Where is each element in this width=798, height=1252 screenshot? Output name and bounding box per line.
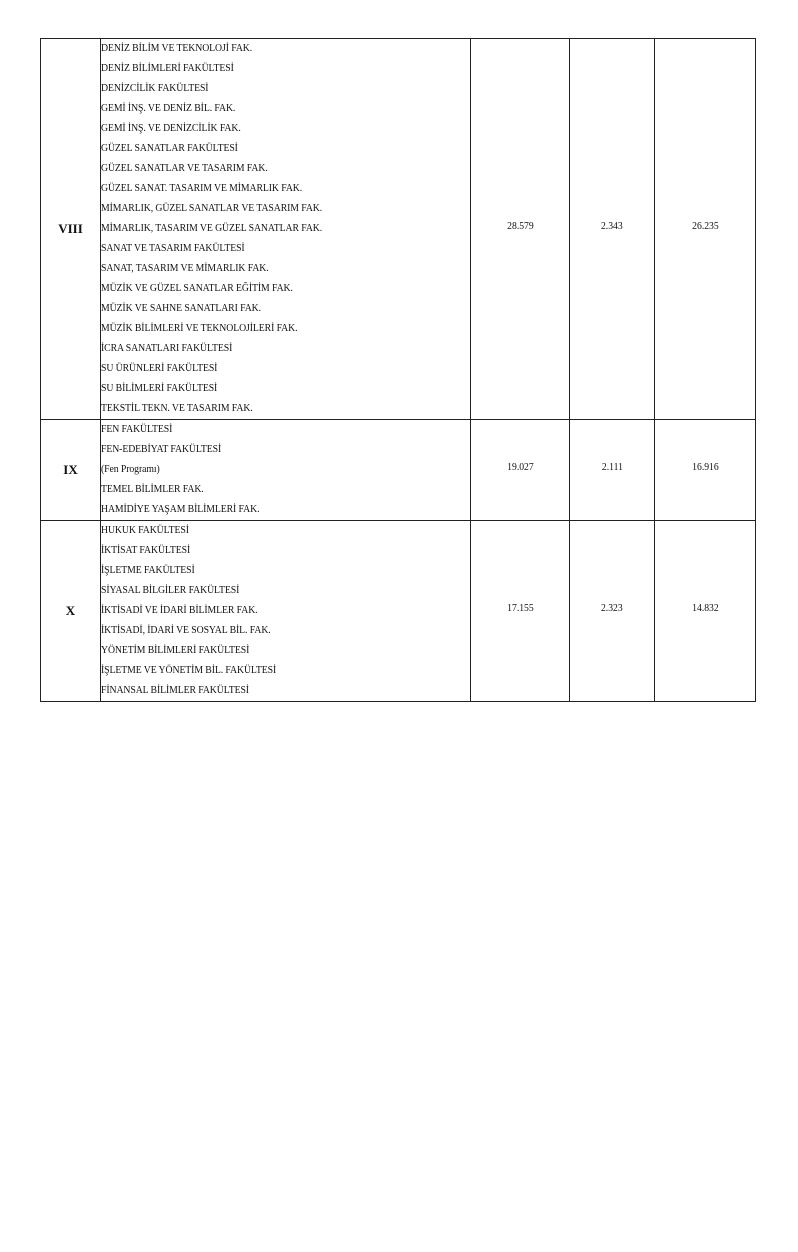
faculty-name: GEMİ İNŞ. VE DENİZ BİL. FAK. — [101, 103, 236, 114]
faculty-name: MİMARLIK, GÜZEL SANATLAR VE TASARIM FAK. — [101, 203, 323, 214]
faculty-name: TEKSTİL TEKN. VE TASARIM FAK. — [101, 403, 253, 414]
faculty-name: DENİZCİLİK FAKÜLTESİ — [101, 83, 209, 94]
faculty-name: MÜZİK VE GÜZEL SANATLAR EĞİTİM FAK. — [101, 283, 293, 294]
faculty-name: SU BİLİMLERİ FAKÜLTESİ — [101, 383, 218, 394]
faculty-name: SİYASAL BİLGİLER FAKÜLTESİ — [101, 585, 240, 596]
faculty-name: İKTİSADİ VE İDARİ BİLİMLER FAK. — [101, 605, 258, 616]
numeric-value: 14.832 — [691, 602, 719, 614]
faculty-list-cell — [101, 39, 471, 420]
group-number-cell: X — [41, 521, 101, 702]
table-row — [41, 39, 756, 420]
faculty-quota-table — [40, 38, 756, 702]
faculty-name: SANAT, TASARIM VE MİMARLIK FAK. — [101, 263, 269, 274]
group-number-cell: VIII — [41, 39, 101, 420]
numeric-value: 16.916 — [691, 461, 719, 473]
faculty-name: İŞLETME VE YÖNETİM BİL. FAKÜLTESİ — [101, 665, 277, 676]
faculty-name: GÜZEL SANAT. TASARIM VE MİMARLIK FAK. — [101, 183, 303, 194]
numeric-value: 19.027 — [506, 461, 534, 473]
faculty-name: FEN-EDEBİYAT FAKÜLTESİ — [101, 444, 222, 455]
faculty-name: SANAT VE TASARIM FAKÜLTESİ — [101, 243, 245, 254]
value-cell-3 — [655, 521, 756, 702]
faculty-name: MİMARLIK, TASARIM VE GÜZEL SANATLAR FAK. — [101, 223, 323, 234]
value-cell-1 — [471, 39, 570, 420]
faculty-name: GÜZEL SANATLAR FAKÜLTESİ — [101, 143, 238, 154]
value-cell-3 — [655, 420, 756, 521]
value-cell-1 — [471, 521, 570, 702]
numeric-value: 26.235 — [691, 220, 719, 232]
table-row — [41, 521, 756, 702]
faculty-name: DENİZ BİLİM VE TEKNOLOJİ FAK. — [101, 43, 253, 54]
faculty-name: HAMİDİYE YAŞAM BİLİMLERİ FAK. — [101, 504, 260, 515]
faculty-name: GEMİ İNŞ. VE DENİZCİLİK FAK. — [101, 123, 241, 134]
faculty-list-cell — [101, 521, 471, 702]
faculty-list-cell — [101, 420, 471, 521]
faculty-name: İŞLETME FAKÜLTESİ — [101, 565, 195, 576]
numeric-value: 17.155 — [506, 602, 534, 614]
table-body — [41, 39, 756, 702]
faculty-name: DENİZ BİLİMLERİ FAKÜLTESİ — [101, 63, 234, 74]
value-cell-2 — [570, 521, 655, 702]
value-cell-1 — [471, 420, 570, 521]
faculty-name: İKTİSADİ, İDARİ VE SOSYAL BİL. FAK. — [101, 625, 271, 636]
value-cell-3 — [655, 39, 756, 420]
value-cell-2 — [570, 39, 655, 420]
numeric-value: 28.579 — [506, 220, 534, 232]
faculty-name: MÜZİK VE SAHNE SANATLARI FAK. — [101, 303, 261, 314]
faculty-name: (Fen Programı) — [101, 464, 160, 475]
faculty-name: FEN FAKÜLTESİ — [101, 424, 173, 435]
group-number-cell: IX — [41, 420, 101, 521]
value-cell-2 — [570, 420, 655, 521]
table-row — [41, 420, 756, 521]
faculty-name: YÖNETİM BİLİMLERİ FAKÜLTESİ — [101, 645, 250, 656]
numeric-value: 2.111 — [601, 461, 623, 473]
faculty-name: MÜZİK BİLİMLERİ VE TEKNOLOJİLERİ FAK. — [101, 323, 298, 334]
faculty-name: TEMEL BİLİMLER FAK. — [101, 484, 204, 495]
faculty-name: SU ÜRÜNLERİ FAKÜLTESİ — [101, 363, 218, 374]
numeric-value: 2.323 — [601, 602, 623, 614]
faculty-name: GÜZEL SANATLAR VE TASARIM FAK. — [101, 163, 268, 174]
faculty-name: İKTİSAT FAKÜLTESİ — [101, 545, 191, 556]
faculty-name: HUKUK FAKÜLTESİ — [101, 525, 189, 536]
faculty-name: FİNANSAL BİLİMLER FAKÜLTESİ — [101, 685, 249, 696]
numeric-value: 2.343 — [601, 220, 623, 232]
faculty-name: İCRA SANATLARI FAKÜLTESİ — [101, 343, 233, 354]
